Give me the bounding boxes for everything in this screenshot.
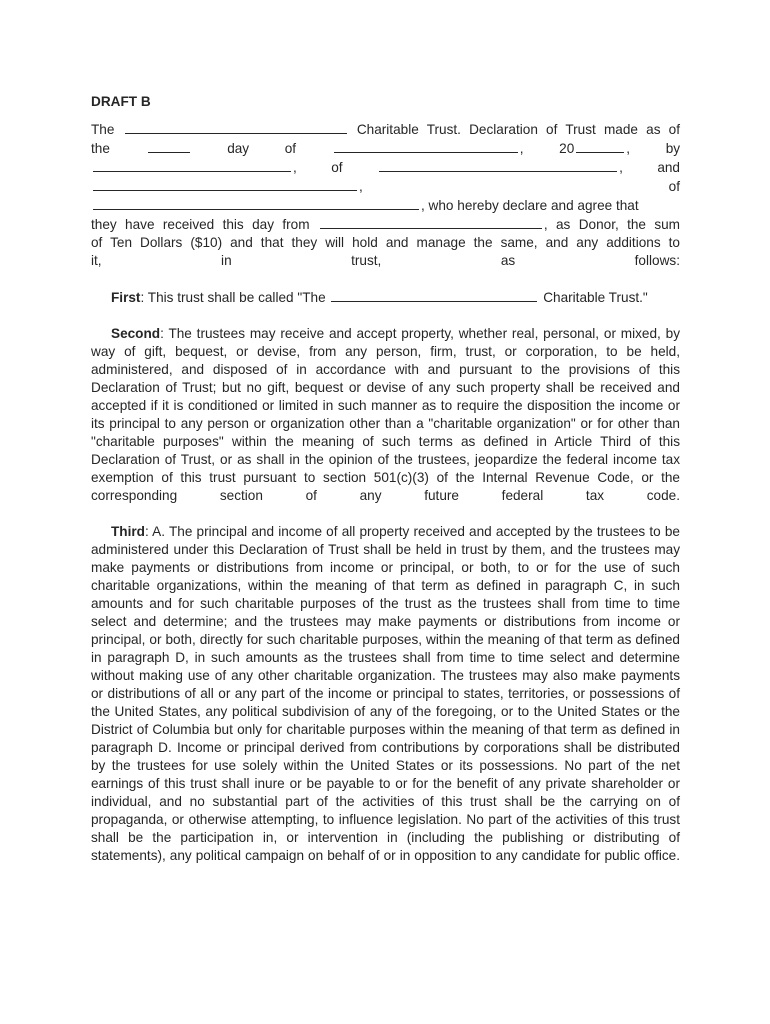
intro-text: of (331, 160, 343, 175)
intro-line-1 (91, 120, 680, 139)
intro-line-7: of Ten Dollars ($10) and that they will hold and manage the same, and any additions to (91, 235, 680, 250)
article-first-text-a: : This trust shall be called "The (140, 290, 326, 305)
intro-text: , (293, 160, 297, 175)
intro-text: , (626, 141, 631, 156)
article-first (91, 288, 680, 307)
article-third (91, 523, 680, 865)
intro-line-5 (91, 196, 680, 215)
donor-blank (320, 215, 542, 229)
article-second-text: : The trustees may receive and accept property, whether real, personal, or mixed, by way of gift, bequest, or devise, from any person, firm, trust, or corporation, to be held, administered, and disposed of in accordance with and pursuant to the provisions of this Declaration of Trust; but no gift, bequest or devise of any such property shall be received and accepted if it is conditioned or limited in such manner as to require the disposition the income or its principal to any person or organization other than a "charitable organization" or for other than "charitable purposes" within the meaning of such terms as defined in Article Third of this Declaration of Trust, or as shall in the opinion of the trustees, jeopardize the federal income tax exemption of this trust pursuant to section 501(c)(3) of the Internal Revenue Code, or the corresponding section of any future federal tax code. (91, 326, 680, 503)
article-second-label: Second (111, 326, 161, 341)
article-first-label: First (111, 290, 141, 305)
intro-text: , (619, 160, 623, 175)
intro-text: and (657, 160, 680, 175)
document-body (91, 93, 680, 883)
trust-name-blank-2 (331, 288, 537, 302)
intro-line-6 (91, 215, 680, 234)
intro-text: the (91, 141, 110, 156)
article-third-text: : A. The principal and income of all property received and accepted by the trustees to be administered under this Declaration of Trust shall be held in trust by them, and the trustees may make payments or distributions from income or principal, or both, to or for the use of such charitable organizations, within the meaning of that term as defined in paragraph C, in such amounts and for such charitable purposes of the trust as the trustees shall from time to time select and determine; and the trustees may make payments or distributions from income or principal, or both, directly for such charitable purposes, within the meaning of that term as defined in paragraph D, in such amounts as the trustees shall from time to time select and determine without making use of any other charitable organization. The trustees may also make payments or distributions of all or any part of the income or principal to states, territories, or possessions of the United States, any political subdivision of any of the foregoing, or to the United States or the District of Columbia but only for charitable purposes within the meaning of that term as defined in paragraph D. Income or principal derived from contributions by corporations shall be distributed by the trustees for use solely within the United States or its possessions. No part of the net earnings of this trust shall inure or be payable to or for the benefit of any private shareholder or individual, and no substantial part of the activities of this trust shall be the carrying on of propaganda, or otherwise attempting, to influence legislation. No part of the activities of this trust shall be the participation in, or intervention in (including the publishing or distributing of statements), any political campaign on behalf of or in opposition to any candidate for public office. (91, 524, 680, 863)
intro-line-3 (91, 158, 680, 177)
trustee-1-blank (93, 158, 291, 172)
article-second (91, 325, 680, 505)
intro-text: , who hereby declare and agree that (421, 198, 639, 213)
document-title: DRAFT B (91, 94, 151, 109)
article-first-text-b: Charitable Trust." (543, 290, 648, 305)
trustee-2-address-blank (93, 196, 419, 210)
trustee-1-address-blank (379, 158, 617, 172)
intro-text: day (227, 141, 250, 156)
year-blank (576, 139, 624, 153)
intro-text: 20 (559, 141, 575, 156)
article-third-label: Third (111, 524, 145, 539)
intro-line-8: it, in trust, as follows: (91, 253, 680, 268)
intro-paragraph (91, 120, 680, 270)
trustee-2-blank (93, 177, 357, 191)
intro-line-2 (91, 139, 680, 158)
intro-text: they have received this day from (91, 217, 310, 232)
day-blank (148, 139, 190, 153)
intro-text: of (284, 141, 297, 156)
intro-text: , (519, 141, 524, 156)
intro-text: , as Donor, the sum (543, 217, 681, 232)
trust-name-blank (125, 120, 347, 134)
intro-text: of (668, 179, 680, 194)
intro-text: Charitable Trust. Declaration of Trust made as of (356, 122, 681, 137)
intro-line-4 (91, 177, 680, 196)
intro-text: The (91, 122, 115, 137)
month-blank (334, 139, 518, 153)
intro-text: , (359, 179, 363, 194)
intro-text: by (665, 141, 681, 156)
